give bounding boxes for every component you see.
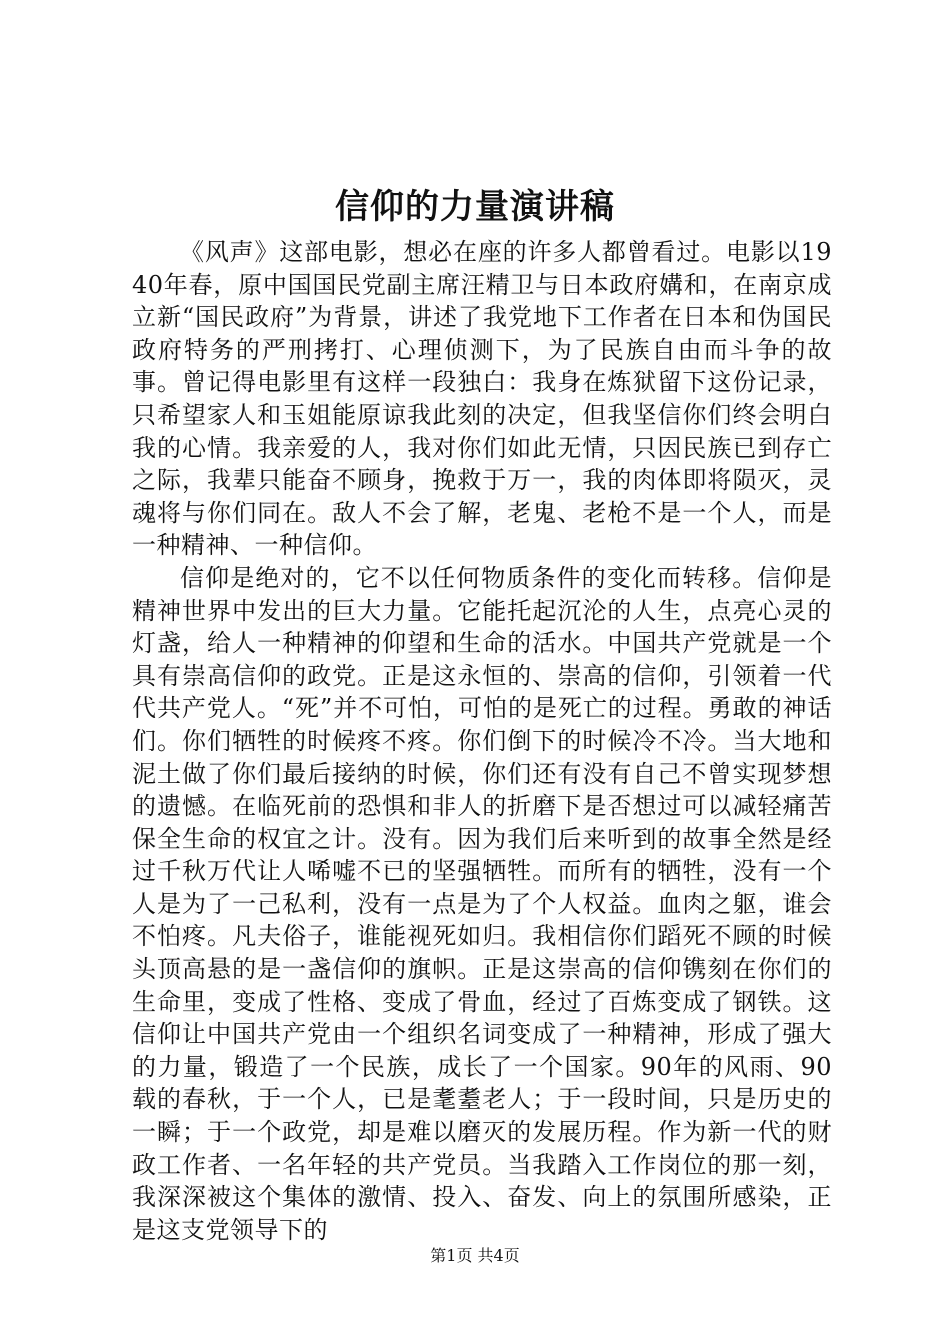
paragraph-1: 《风声》这部电影，想必在座的许多人都曾看过。电影以1940年春，原中国国民党副主席汪精卫与日本政府媾和，在南京成立新“国民政府”为背景，讲述了我党地下工作者在日本和伪国民政府特务的严刑拷打、心理侦测下，为了民族自由而斗争的故事。曾记得电影里有这样一段独白：我身在炼狱留下这份记录，只希望家人和玉姐能原谅我此刻的决定，但我坚信你们终会明白我的心情。我亲爱的人，我对你们如此无情，只因民族已到存亡之际，我辈只能奋不顾身，挽救于万一，我的肉体即将陨灭，灵魂将与你们同在。敌人不会了解，老鬼、老枪不是一个人，而是一种精神、一种信仰。 xyxy=(132,238,832,560)
document-title: 信仰的力量演讲稿 xyxy=(335,187,615,227)
paragraph-2: 信仰是绝对的，它不以任何物质条件的变化而转移。信仰是精神世界中发出的巨大力量。它能托起沉沦的人生，点亮心灵的灯盏，给人一种精神的仰望和生命的活水。中国共产党就是一个具有崇高信仰的政党。正是这永恒的、崇高的信仰，引领着一代代共产党人。“死”并不可怕，可怕的是死亡的过程。勇敢的神话们。你们牺牲的时候疼不疼。你们倒下的时候冷不冷。当大地和泥土做了你们最后接纳的时候，你们还有没有自己不曾实现梦想的遗憾。在临死前的恐惧和非人的折磨下是否想过可以减轻痛苦保全生命的权宜之计。没有。因为我们后来听到的故事全然是经过千秋万代让人唏嘘不已的坚强牺牲。而所有的牺牲，没有一个人是为了一己私利，没有一点是为了个人权益。血肉之躯，谁会不怕疼。凡夫俗子，谁能视死如归。我相信你们蹈死不顾的时候头顶高悬的是一盏信仰的旗帜。正是这崇高的信仰镌刻在你们的生命里，变成了性格、变成了骨血，经过了百炼变成了钢铁。这信仰让中国共产党由一个组织名词变成了一种精神，形成了强大的力量，锻造了一个民族，成长了一个国家。90年的风雨、90载的春秋，于一个人，已是耄耋老人；于一段时间，只是历史的一瞬；于一个政党，却是难以磨灭的发展历程。作为新一代的财政工作者、一名年轻的共产党员。当我踏入工作岗位的那一刻，我深深被这个集体的激情、投入、奋发、向上的氛围所感染，正是这支党领导下的 xyxy=(132,563,832,1244)
document-body xyxy=(132,236,832,1246)
page-number-footer: 第1页 共4页 xyxy=(430,1246,520,1265)
